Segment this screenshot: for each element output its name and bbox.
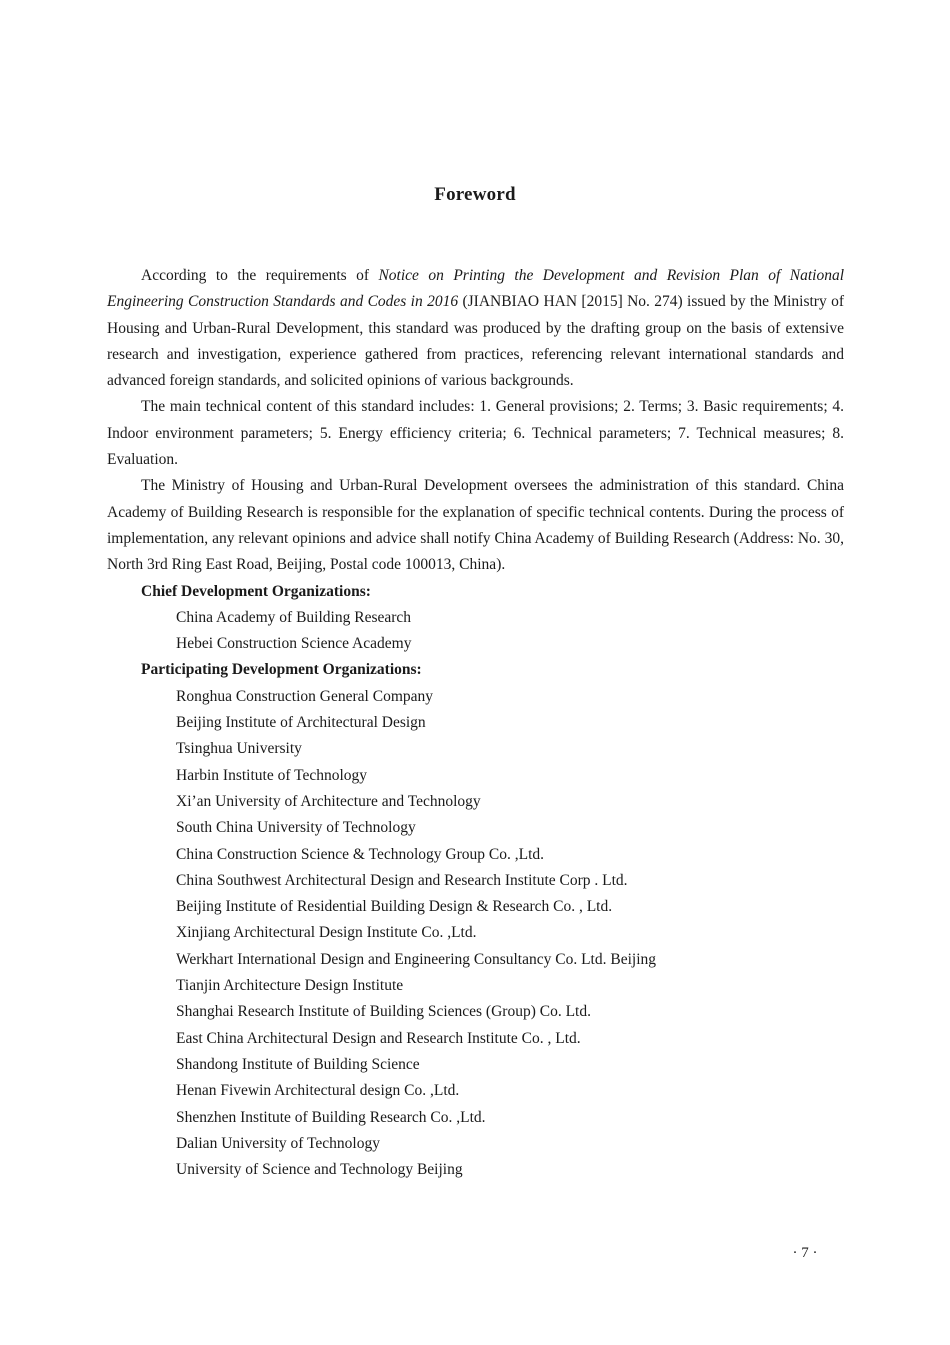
list-item: China Academy of Building Research: [176, 608, 412, 626]
list-item: Shenzhen Institute of Building Research Co. ,Ltd.: [176, 1108, 486, 1126]
chief-organizations-list: [107, 605, 844, 658]
participating-organizations-list: [107, 684, 844, 1184]
list-item: South China University of Technology: [176, 819, 416, 837]
list-item: Tianjin Architecture Design Institute: [176, 977, 404, 995]
page-title: Foreword: [434, 184, 516, 205]
list-item: Beijing Institute of Residential Building Design & Research Co. , Ltd.: [176, 898, 613, 916]
paragraph-administration: The Ministry of Housing and Urban-Rural Development oversees the administration of this standard. China Academy of Building Research is responsible for the explanation of specific technical contents. During the process of implementation, any relevant opinions and advice shall notify China Academy of Building Research (Address: No. 30, North 3rd Ring East Road, Beijing, Postal code 100013, China).: [107, 477, 844, 574]
list-item: China Southwest Architectural Design and Research Institute Corp . Ltd.: [176, 871, 628, 889]
list-item: Beijing Institute of Architectural Design: [176, 714, 426, 732]
list-item: China Construction Science & Technology Group Co. ,Ltd.: [176, 845, 544, 863]
paragraph-technical-content: The main technical content of this standard includes: 1. General provisions; 2. Terms; 3. Basic requirements; 4. Indoor environment parameters; 5. Energy efficiency criteria; 6. Technical parameters; 7. Technical measures; 8. Evaluation.: [107, 398, 844, 469]
list-item: Xinjiang Architectural Design Institute Co. ,Ltd.: [176, 924, 477, 942]
participating-organizations-heading: Participating Development Organizations:: [141, 661, 422, 679]
list-item: University of Science and Technology Beijing: [176, 1161, 463, 1179]
list-item: East China Architectural Design and Research Institute Co. , Ltd.: [176, 1029, 581, 1047]
page-number: · 7 ·: [792, 1245, 818, 1261]
list-item: Shandong Institute of Building Science: [176, 1055, 420, 1073]
paragraph-requirements: [107, 263, 844, 394]
list-item: Shanghai Research Institute of Building Sciences (Group) Co. Ltd.: [176, 1003, 591, 1021]
paragraph-rest: (JIANBIAO HAN [2015] No. 274) issued by the Ministry of Housing and Urban-Rural Development, this standard was produced by the drafting group on the basis of extensive research and investigation, experience gathered from practices, referencing relevant international standards and advanced foreign standards, and solicited opinions of various backgrounds.: [107, 293, 844, 390]
list-item: Harbin Institute of Technology: [176, 766, 368, 784]
paragraph-lead: According to the requirements of: [141, 267, 379, 284]
list-item: Henan Fivewin Architectural design Co. ,Ltd.: [176, 1082, 460, 1100]
list-item: Xi’an University of Architecture and Technology: [176, 792, 481, 810]
list-item: Hebei Construction Science Academy: [176, 635, 412, 653]
list-item: Ronghua Construction General Company: [176, 687, 433, 705]
chief-organizations-heading: Chief Development Organizations:: [141, 582, 371, 600]
list-item: Tsinghua University: [176, 740, 302, 758]
list-item: Werkhart International Design and Engineering Consultancy Co. Ltd. Beijing: [176, 950, 657, 968]
notice-title: Notice on Printing the Development and Revision Plan of National Engineering Construction Standards and Codes in 2016: [107, 267, 845, 311]
foreword-body: [107, 263, 844, 1183]
list-item: Dalian University of Technology: [176, 1134, 380, 1152]
